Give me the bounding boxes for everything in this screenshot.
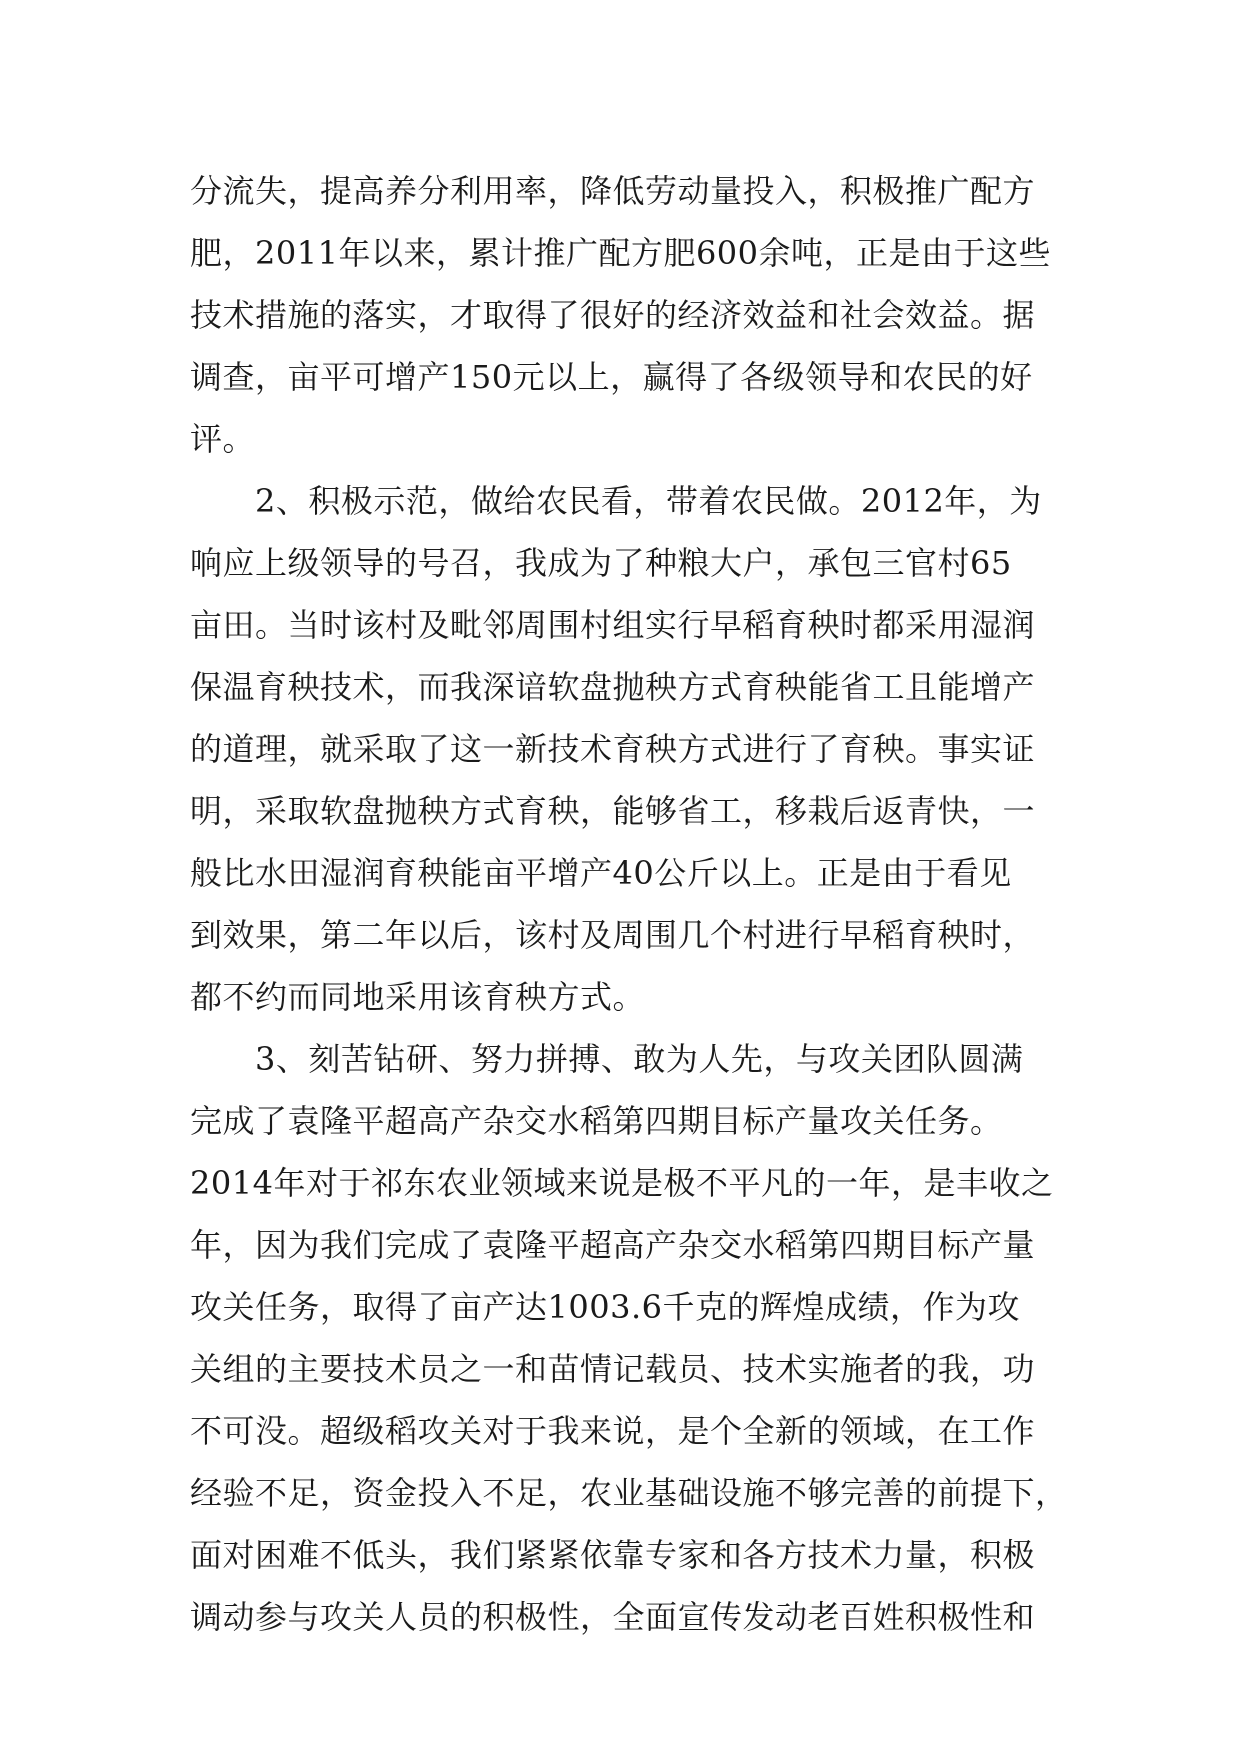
text-line: 关组的主要技术员之一和苗情记载员、技术实施者的我，功 bbox=[190, 1350, 1036, 1388]
text-line: 肥，2011年以来，累计推广配方肥600余吨，正是由于这些 bbox=[190, 234, 1052, 272]
text-line: 完成了袁隆平超高产杂交水稻第四期目标产量攻关任务。 bbox=[190, 1102, 1003, 1140]
text-line: 响应上级领导的号召，我成为了种粮大户，承包三官村65 bbox=[190, 544, 1012, 582]
text-line: 明，采取软盘抛秧方式育秧，能够省工，移栽后返青快，一 bbox=[190, 792, 1036, 830]
text-line: 的道理，就采取了这一新技术育秧方式进行了育秧。事实证 bbox=[190, 730, 1036, 768]
text-line: 亩田。当时该村及毗邻周围村组实行早稻育秧时都采用湿润 bbox=[190, 606, 1036, 644]
text-line: 2014年对于祁东农业领域来说是极不平凡的一年，是丰收之 bbox=[190, 1164, 1054, 1202]
text-line: 分流失，提高养分利用率，降低劳动量投入，积极推广配方 bbox=[190, 172, 1036, 210]
text-line: 面对困难不低头，我们紧紧依靠专家和各方技术力量，积极 bbox=[190, 1536, 1036, 1574]
text-line: 年，因为我们完成了袁隆平超高产杂交水稻第四期目标产量 bbox=[190, 1226, 1036, 1264]
text-line: 调查，亩平可增产150元以上，赢得了各级领导和农民的好 bbox=[190, 358, 1033, 396]
text-line: 保温育秧技术，而我深谙软盘抛秧方式育秧能省工且能增产 bbox=[190, 668, 1036, 706]
body-text bbox=[190, 160, 1070, 1648]
text-line: 调动参与攻关人员的积极性，全面宣传发动老百姓积极性和 bbox=[190, 1598, 1036, 1636]
text-line: 技术措施的落实，才取得了很好的经济效益和社会效益。据 bbox=[190, 296, 1036, 334]
text-line: 2、积极示范，做给农民看，带着农民做。2012年，为 bbox=[190, 482, 1042, 520]
text-line: 般比水田湿润育秧能亩平增产40公斤以上。正是由于看见 bbox=[190, 854, 1012, 892]
text-line: 经验不足，资金投入不足，农业基础设施不够完善的前提下， bbox=[190, 1474, 1068, 1512]
text-line: 攻关任务，取得了亩产达1003.6千克的辉煌成绩，作为攻 bbox=[190, 1288, 1020, 1326]
text-line: 评。 bbox=[190, 420, 256, 458]
text-line: 不可没。超级稻攻关对于我来说，是个全新的领域，在工作 bbox=[190, 1412, 1036, 1450]
text-line: 到效果，第二年以后，该村及周围几个村进行早稻育秧时， bbox=[190, 916, 1036, 954]
text-line: 3、刻苦钻研、努力拼搏、敢为人先，与攻关团队圆满 bbox=[190, 1040, 1024, 1078]
text-line: 都不约而同地采用该育秧方式。 bbox=[190, 978, 646, 1016]
